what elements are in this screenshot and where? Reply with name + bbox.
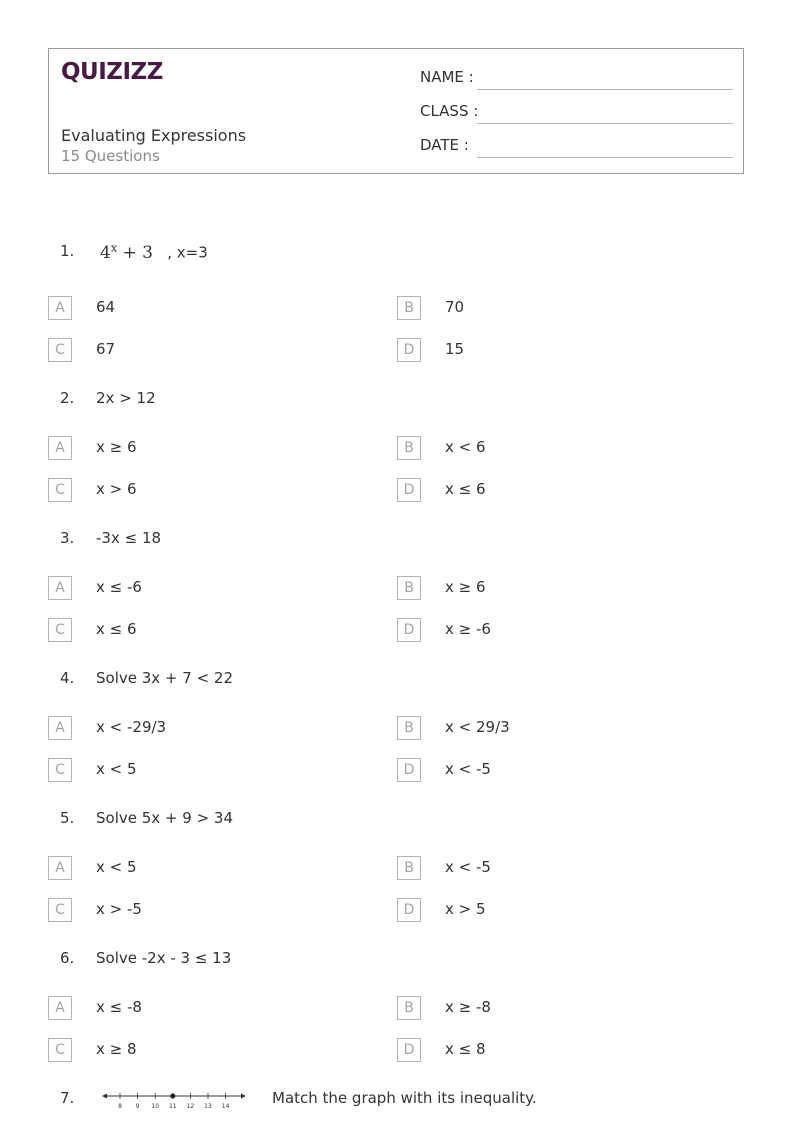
- option-letter: B: [397, 996, 421, 1020]
- option-letter: D: [397, 338, 421, 362]
- option-text: x < -5: [445, 760, 491, 778]
- option-text: x ≥ -8: [445, 998, 491, 1016]
- option-text: 15: [445, 340, 465, 358]
- class-label: CLASS :: [420, 102, 479, 120]
- option-text: x ≥ 6: [96, 438, 137, 456]
- option-text: 64: [96, 298, 116, 316]
- worksheet-title: Evaluating Expressions: [61, 126, 247, 145]
- option-4b[interactable]: [397, 716, 727, 740]
- option-letter: B: [397, 436, 421, 460]
- class-line[interactable]: [477, 123, 733, 124]
- question-text: Solve 5x + 9 > 34: [96, 809, 233, 827]
- question-number: 6.: [60, 949, 75, 967]
- option-text: x > 6: [96, 480, 137, 498]
- option-3a[interactable]: [48, 576, 378, 600]
- option-2c[interactable]: [48, 478, 378, 502]
- option-text: x < 5: [96, 760, 137, 778]
- tick-label: 10: [151, 1103, 160, 1110]
- option-1a[interactable]: [48, 296, 378, 320]
- option-letter: B: [397, 296, 421, 320]
- tick-label: 9: [135, 1103, 140, 1110]
- tick-label: 13: [204, 1103, 212, 1110]
- option-text: x < 29/3: [445, 718, 510, 736]
- option-letter: A: [48, 856, 72, 880]
- question-number: 1.: [60, 242, 75, 260]
- question-text: Solve -2x - 3 ≤ 13: [96, 949, 232, 967]
- question-text: Match the graph with its inequality.: [272, 1089, 537, 1107]
- right-arrow-icon: [241, 1094, 246, 1099]
- option-text: x ≥ 8: [96, 1040, 137, 1058]
- option-letter: A: [48, 296, 72, 320]
- question-3: [0, 529, 794, 553]
- question-number: 5.: [60, 809, 75, 827]
- option-5a[interactable]: [48, 856, 378, 880]
- name-field[interactable]: [420, 68, 733, 90]
- question-1: [0, 242, 794, 266]
- question-6: [0, 949, 794, 973]
- option-text: 70: [445, 298, 465, 316]
- option-text: x ≤ -8: [96, 998, 142, 1016]
- option-4c[interactable]: [48, 758, 378, 782]
- worksheet-header: [48, 48, 744, 174]
- option-letter: C: [48, 1038, 72, 1062]
- option-text: x ≤ 6: [96, 620, 137, 638]
- question-text: $4^x + 3$ , x=3: [100, 241, 208, 263]
- option-letter: C: [48, 338, 72, 362]
- quizizz-logo: QUIZIZZ: [61, 59, 163, 85]
- option-6c[interactable]: [48, 1038, 378, 1062]
- option-letter: B: [397, 576, 421, 600]
- option-5b[interactable]: [397, 856, 727, 880]
- option-letter: C: [48, 898, 72, 922]
- question-4: [0, 669, 794, 693]
- left-arrow-icon: [102, 1094, 107, 1099]
- tick-label: 12: [186, 1103, 195, 1110]
- option-text: x ≤ -6: [96, 578, 142, 596]
- option-text: x ≤ 6: [445, 480, 486, 498]
- question-text: -3x ≤ 18: [96, 529, 162, 547]
- question-number: 7.: [60, 1089, 75, 1107]
- option-5d[interactable]: [397, 898, 727, 922]
- option-6a[interactable]: [48, 996, 378, 1020]
- option-letter: D: [397, 1038, 421, 1062]
- option-letter: D: [397, 478, 421, 502]
- option-text: x > -5: [96, 900, 142, 918]
- option-3d[interactable]: [397, 618, 727, 642]
- option-letter: C: [48, 618, 72, 642]
- question-5: [0, 809, 794, 833]
- question-text: Solve 3x + 7 < 22: [96, 669, 233, 687]
- tick-label: 14: [221, 1103, 230, 1110]
- option-1d[interactable]: [397, 338, 727, 362]
- option-2b[interactable]: [397, 436, 727, 460]
- option-4a[interactable]: [48, 716, 378, 740]
- question-count: 15 Questions: [61, 147, 160, 165]
- option-1c[interactable]: [48, 338, 378, 362]
- question-text: 2x > 12: [96, 389, 156, 407]
- number-line-graph: [100, 1090, 248, 1112]
- question-number: 2.: [60, 389, 75, 407]
- option-letter: A: [48, 716, 72, 740]
- option-4d[interactable]: [397, 758, 727, 782]
- option-3c[interactable]: [48, 618, 378, 642]
- option-6d[interactable]: [397, 1038, 727, 1062]
- option-letter: A: [48, 576, 72, 600]
- option-letter: B: [397, 856, 421, 880]
- option-1b[interactable]: [397, 296, 727, 320]
- tick-label: 11: [168, 1103, 177, 1110]
- option-2a[interactable]: [48, 436, 378, 460]
- marked-point: [170, 1094, 175, 1099]
- class-field[interactable]: [420, 102, 733, 124]
- option-letter: C: [48, 758, 72, 782]
- option-text: x ≥ 6: [445, 578, 486, 596]
- option-text: x < -5: [445, 858, 491, 876]
- math-expression: $4^x + 3$: [100, 241, 153, 263]
- option-text: x < 5: [96, 858, 137, 876]
- question-2: [0, 389, 794, 413]
- option-text: x < -29/3: [96, 718, 167, 736]
- date-field[interactable]: [420, 136, 733, 158]
- option-text: x ≤ 8: [445, 1040, 486, 1058]
- question-number: 3.: [60, 529, 75, 547]
- option-letter: D: [397, 898, 421, 922]
- option-text: x > 5: [445, 900, 486, 918]
- option-letter: A: [48, 436, 72, 460]
- option-letter: C: [48, 478, 72, 502]
- option-3b[interactable]: [397, 576, 727, 600]
- option-letter: A: [48, 996, 72, 1020]
- name-line[interactable]: [477, 89, 733, 90]
- date-line[interactable]: [477, 157, 733, 158]
- option-text: x < 6: [445, 438, 486, 456]
- option-text: 67: [96, 340, 116, 358]
- option-text: x ≥ -6: [445, 620, 491, 638]
- option-letter: D: [397, 758, 421, 782]
- option-5c[interactable]: [48, 898, 378, 922]
- option-letter: B: [397, 716, 421, 740]
- name-label: NAME :: [420, 68, 474, 86]
- option-6b[interactable]: [397, 996, 727, 1020]
- question-number: 4.: [60, 669, 75, 687]
- date-label: DATE :: [420, 136, 469, 154]
- option-2d[interactable]: [397, 478, 727, 502]
- tick-label: 8: [118, 1103, 122, 1110]
- option-letter: D: [397, 618, 421, 642]
